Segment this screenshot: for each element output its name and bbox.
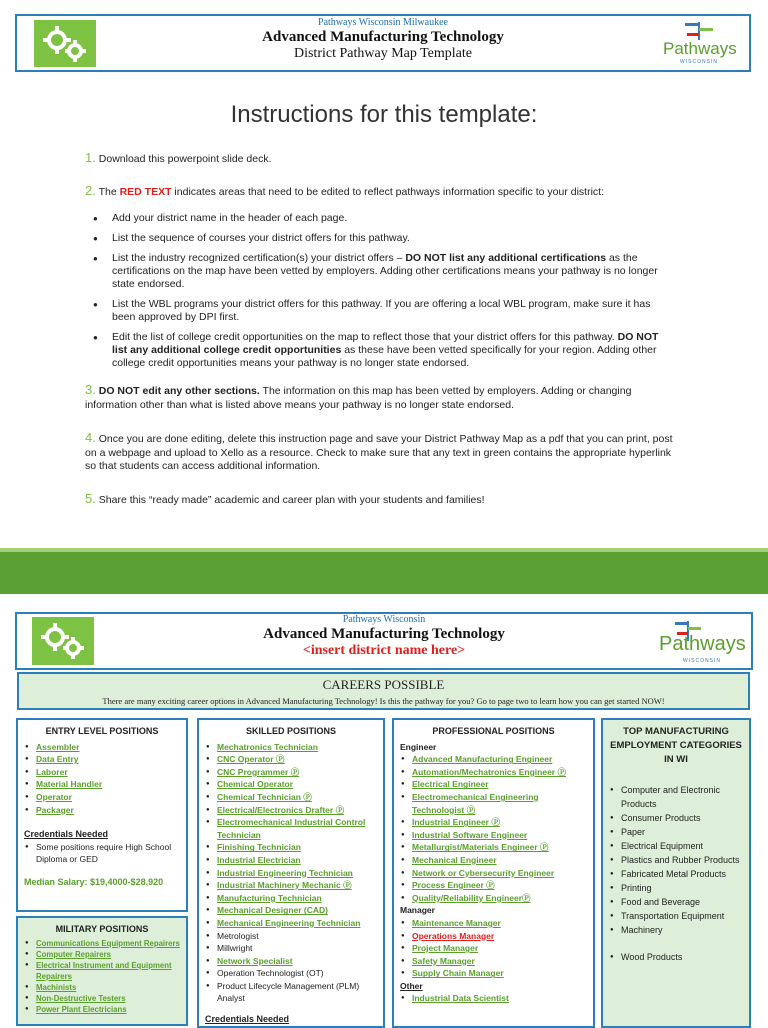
list-item[interactable]: ● Industrial Software Engineer — [398, 829, 589, 842]
manager-list — [398, 917, 589, 980]
entry-level-box — [16, 718, 188, 912]
list-item: ● Paper — [607, 825, 745, 839]
list-item[interactable]: ● Non-Destructive Testers — [22, 993, 182, 1004]
step-2 — [85, 184, 685, 200]
careers-title: CAREERS POSSIBLE — [322, 677, 445, 692]
manager-heading: Manager — [400, 905, 435, 916]
list-item[interactable]: ● Chemical Operator — [203, 778, 379, 791]
list-item[interactable]: ● Electromechanical Engineering Technologist Ⓟ — [398, 791, 589, 816]
instructions-title: Instructions for this template: — [230, 101, 538, 128]
other-heading: Other — [400, 980, 423, 991]
list-item[interactable]: ● Advanced Manufacturing Engineer — [398, 753, 589, 766]
skilled-list — [203, 741, 379, 1005]
engineer-list — [398, 753, 589, 904]
list-item[interactable]: ● Operator — [22, 791, 182, 804]
step-number: 2. — [85, 183, 96, 198]
step-1 — [85, 151, 685, 167]
credentials-heading: Credentials Needed — [205, 1014, 290, 1025]
signpost-icon — [663, 20, 735, 40]
skilled-box — [197, 718, 385, 1028]
list-item[interactable]: ● Network or Cybersecurity Engineer — [398, 867, 589, 880]
list-item[interactable]: ● Electromechanical Industrial Control Technician — [203, 816, 379, 841]
list-item[interactable]: ● Communications Equipment Repairers — [22, 938, 182, 949]
step-text: The — [98, 186, 120, 198]
list-item: ● Consumer Products — [607, 811, 745, 825]
list-item[interactable]: ● Industrial Engineer Ⓟ — [398, 816, 589, 829]
list-item[interactable]: ● Packager — [22, 804, 182, 817]
list-item[interactable]: ● Maintenance Manager — [398, 917, 589, 930]
list-item[interactable]: ● Project Manager — [398, 942, 589, 955]
pathways-logo — [659, 619, 745, 665]
list-item[interactable]: ● Automation/Mechatronics Engineer Ⓟ — [398, 766, 589, 779]
list-item[interactable]: ● Laborer — [22, 766, 182, 779]
header-org: Pathways Wisconsin Milwaukee — [318, 17, 448, 28]
top-list — [607, 783, 745, 964]
careers-possible-banner — [17, 672, 750, 710]
step-number: 3. — [85, 382, 96, 397]
entry-title: ENTRY LEVEL POSITIONS — [45, 726, 159, 736]
step-3 — [85, 383, 685, 412]
list-item[interactable]: ● Supply Chain Manager — [398, 967, 589, 980]
list-item[interactable]: ● Chemical Technician Ⓟ — [203, 791, 379, 804]
list-item[interactable]: ● Machinists — [22, 982, 182, 993]
list-item[interactable]: ● Computer Repairers — [22, 949, 182, 960]
top-categories-box — [601, 718, 751, 1028]
list-item: ● Electrical Equipment — [607, 839, 745, 853]
credentials-list — [22, 841, 182, 866]
list-item: ● Add your district name in the header of each page. — [93, 212, 673, 225]
military-list — [22, 938, 182, 1015]
list-item[interactable]: ● Power Plant Electricians — [22, 1004, 182, 1015]
step-text: Share this “ready made” academic and career plan with your students and families! — [98, 494, 485, 506]
list-item: ● Printing — [607, 881, 745, 895]
header-subtitle: District Pathway Map Template — [293, 45, 472, 61]
credentials-heading: Credentials Needed — [24, 829, 109, 840]
engineer-heading: Engineer — [400, 741, 437, 752]
list-item: ● Operation Technologist (OT) — [203, 967, 379, 980]
list-item: ● Fabricated Metal Products — [607, 867, 745, 881]
list-item[interactable]: ● Safety Manager — [398, 955, 589, 968]
median-salary: Median Salary: $19,4000-$28,920 — [24, 876, 164, 887]
list-item: ● List the WBL programs your district offers for this pathway. If you are offering a local WBL program, make sure it has been approved by DPI first. — [93, 298, 673, 324]
list-item: ● Food and Beverage — [607, 895, 745, 909]
list-item[interactable]: ● Manufacturing Technician — [203, 892, 379, 905]
list-item[interactable]: ● Industrial Machinery Mechanic Ⓟ — [203, 879, 379, 892]
list-item[interactable]: ● Process Engineer Ⓟ — [398, 879, 589, 892]
step-text: DO NOT edit any other sections. — [98, 385, 260, 397]
step-text: The information on this map has been vetted by employers. Adding or changing information other than what is listed above means your pathway is no longer state endorsed. — [85, 385, 632, 411]
map-header — [15, 612, 753, 670]
list-item[interactable]: ● Electrical/Electronics Drafter Ⓟ — [203, 804, 379, 817]
list-item[interactable]: ● Electrical Engineer — [398, 778, 589, 791]
step-5 — [85, 492, 685, 508]
entry-list — [22, 741, 182, 817]
careers-subtitle: There are many exciting career options in Advanced Manufacturing Technology! Is this the pathway for you? Go to page two to learn how you can get started NOW! — [102, 696, 665, 706]
list-item[interactable]: ● CNC Programmer Ⓟ — [203, 766, 379, 779]
list-item: ● List the industry recognized certification(s) your district offers – DO NOT list any additional certifications as the certifications on the map have been vetted by employers. Adding other certifications means your pathway is no longer state endorsed. — [93, 252, 673, 291]
step-text: Download this powerpoint slide deck. — [98, 153, 272, 165]
step-number: 1. — [85, 150, 96, 165]
logo-word: Pathways — [663, 39, 737, 58]
list-item[interactable]: ● Metallurgist/Materials Engineer Ⓟ — [398, 841, 589, 854]
header-title: Advanced Manufacturing Technology — [263, 625, 505, 642]
page-divider-band — [0, 548, 768, 594]
header-org: Pathways Wisconsin — [342, 614, 426, 625]
list-item[interactable]: ● Data Entry — [22, 753, 182, 766]
list-item: ● Wood Products — [607, 950, 745, 964]
header-title: Advanced Manufacturing Technology — [262, 28, 504, 45]
red-text-label: RED TEXT — [119, 186, 172, 198]
template-header — [15, 14, 751, 72]
logo-word: Pathways — [659, 633, 746, 655]
step-2-bullets — [93, 212, 673, 377]
list-item: ● Computer and Electronic Products — [607, 783, 745, 811]
list-item: ● Transportation Equipment — [607, 909, 745, 923]
list-item: ● Plastics and Rubber Products — [607, 853, 745, 867]
list-item[interactable]: ● Assembler — [22, 741, 182, 754]
list-item[interactable]: ● CNC Operator Ⓟ — [203, 753, 379, 766]
list-item: ● Machinery — [607, 923, 745, 937]
step-number: 4. — [85, 430, 96, 445]
list-item[interactable]: ● Quality/Reliability EngineerⓅ — [398, 892, 589, 905]
logo-sub: WISCONSIN — [680, 59, 718, 65]
skilled-title: SKILLED POSITIONS — [245, 726, 336, 736]
list-item[interactable]: ● Industrial Data Scientist — [398, 992, 589, 1005]
professional-title: PROFESSIONAL POSITIONS — [432, 726, 555, 736]
military-box — [16, 916, 188, 1026]
list-item[interactable]: ● Mechanical Engineering Technician — [203, 917, 379, 930]
list-item[interactable]: ● Network Specialist — [203, 955, 379, 968]
list-item: ● Some positions require High School Diploma or GED — [22, 841, 182, 866]
list-item[interactable]: ● Finishing Technician — [203, 841, 379, 854]
other-list — [398, 992, 589, 1005]
list-item: ● List the sequence of courses your district offers for this pathway. — [93, 232, 673, 245]
list-item[interactable]: ● Material Handler — [22, 778, 182, 791]
pathways-logo — [663, 20, 735, 66]
top-title: TOP MANUFACTURING EMPLOYMENT CATEGORIES IN WI — [610, 726, 742, 765]
list-item[interactable]: ● Industrial Electrician — [203, 854, 379, 867]
list-item[interactable]: ● Electrical Instrument and Equipment Repairers — [22, 960, 182, 982]
step-4 — [85, 431, 685, 474]
logo-sub: WISCONSIN — [683, 658, 721, 664]
military-title: MILITARY POSITIONS — [55, 924, 149, 934]
list-item[interactable]: ● Mechanical Designer (CAD) — [203, 904, 379, 917]
step-text: Once you are done editing, delete this instruction page and save your District Pathway Map as a pdf that you can print, post on a webpage and upload to Xello as a resource. Check to make sure that any text in green contains the appropriate hyperlink so that students can access additional information. — [85, 433, 673, 472]
list-item[interactable]: ● Mechatronics Technician — [203, 741, 379, 754]
step-text: indicates areas that need to be edited to reflect pathways information specific to your district: — [171, 186, 604, 198]
district-name-placeholder[interactable]: <insert district name here> — [302, 642, 466, 658]
professional-box — [392, 718, 595, 1028]
list-item[interactable]: ● Mechanical Engineer — [398, 854, 589, 867]
list-item: ● Millwright — [203, 942, 379, 955]
list-item: ● Product Lifecycle Management (PLM) Analyst — [203, 980, 379, 1005]
step-number: 5. — [85, 491, 96, 506]
list-item[interactable]: ● Operations Manager — [398, 930, 589, 943]
list-item[interactable]: ● Industrial Engineering Technician — [203, 867, 379, 880]
list-item: ● Metrologist — [203, 930, 379, 943]
list-item: ● Edit the list of college credit opportunities on the map to reflect those that your district offers for this pathway. DO NOT list any additional college credit opportunities as these have been vetted specifically for your region. Adding other college credit opportunities means your pathway is no longer state endorsed. — [93, 331, 673, 370]
